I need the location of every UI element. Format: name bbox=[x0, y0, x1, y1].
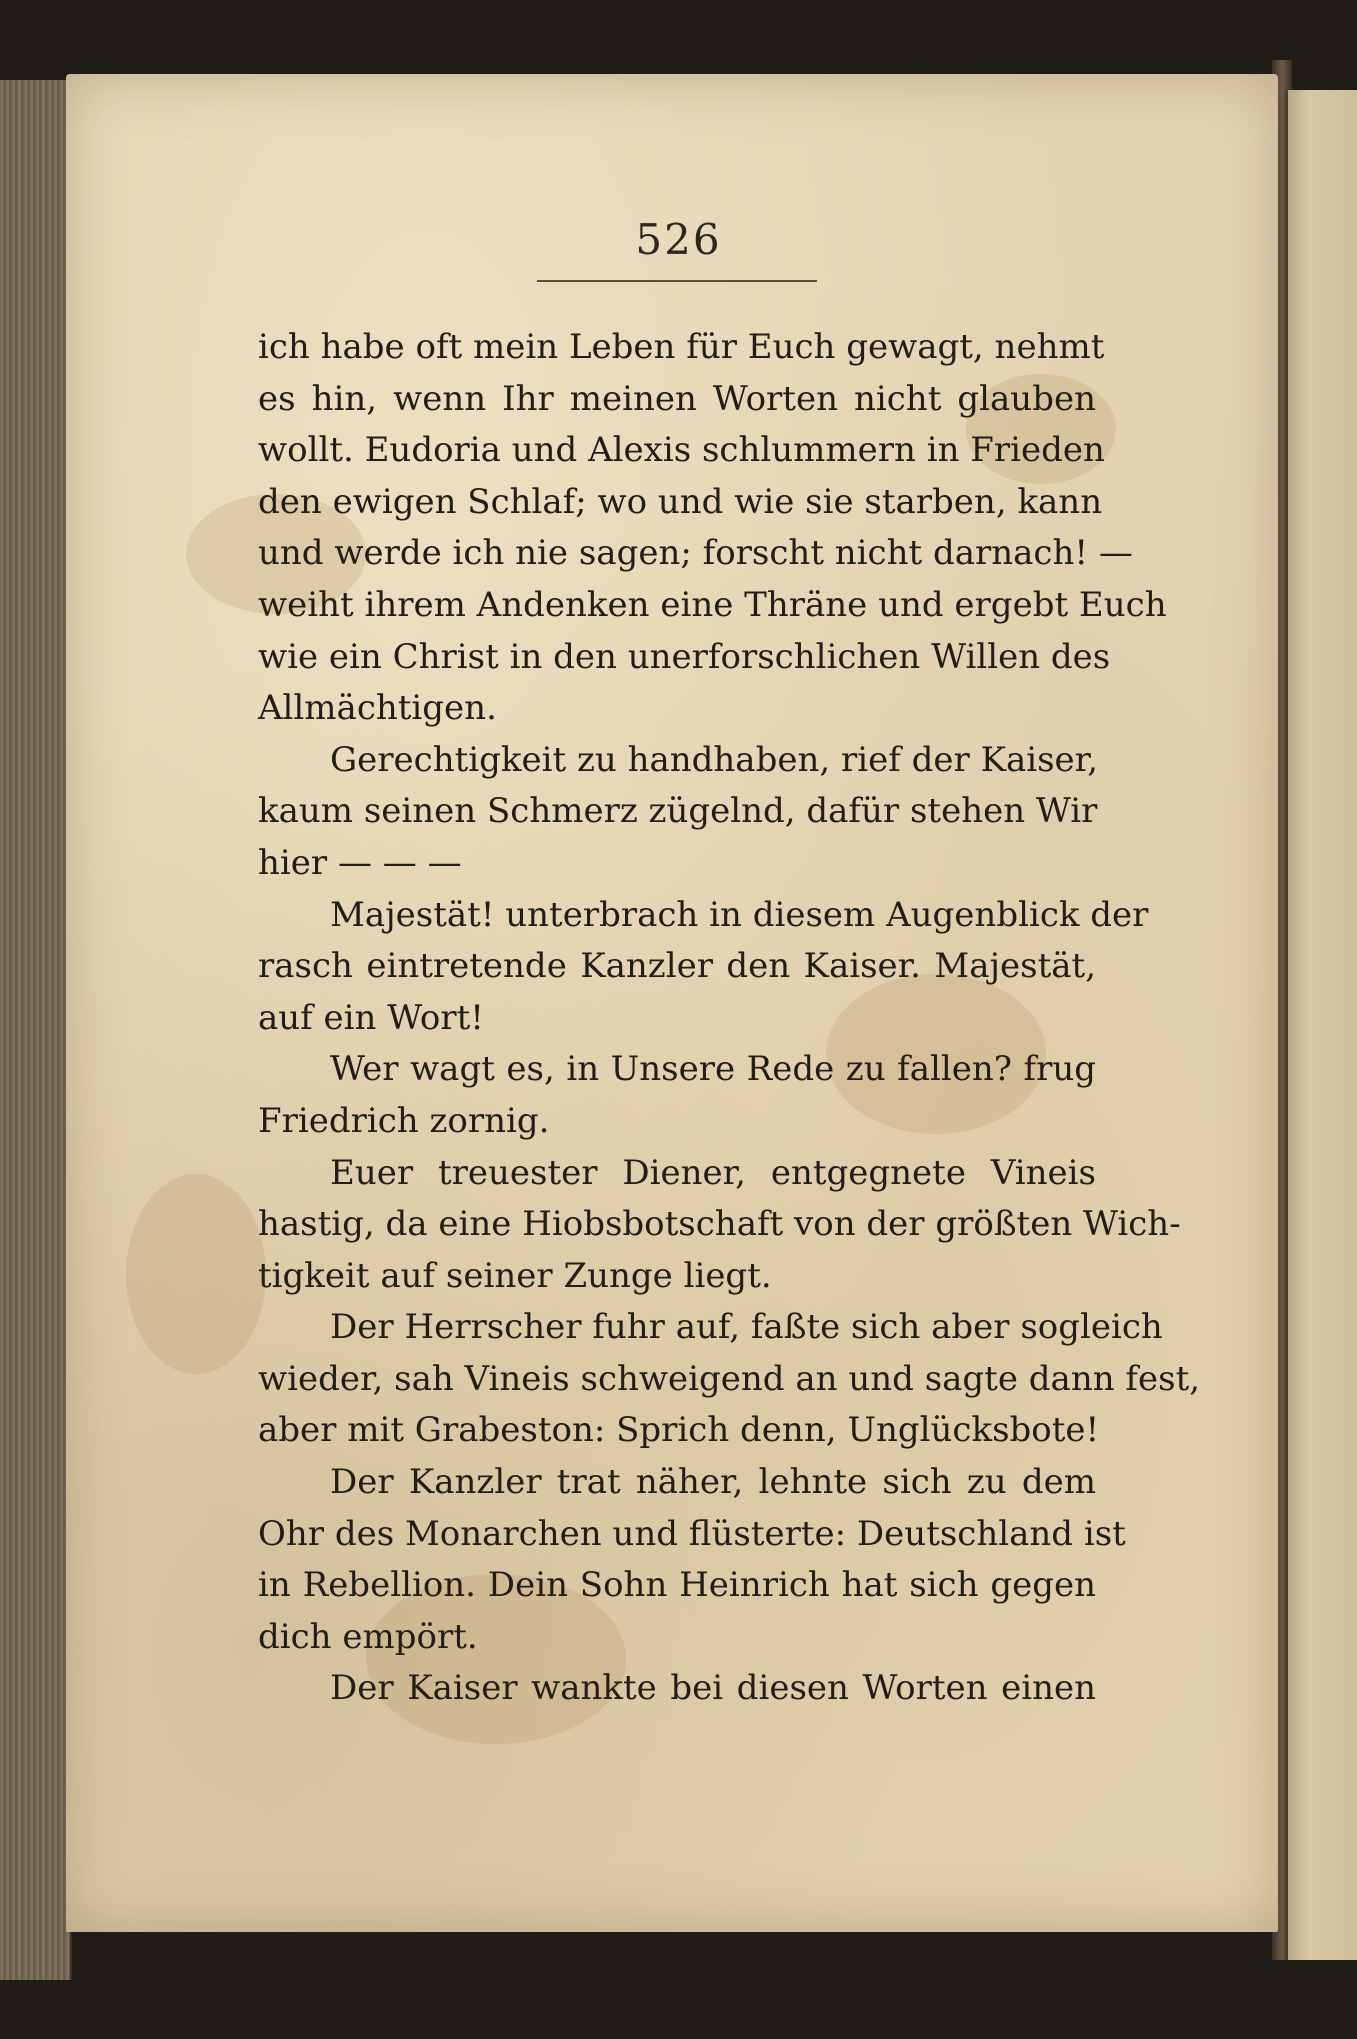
foxing-stain bbox=[126, 1174, 266, 1374]
text-line: tigkeit auf seiner Zunge liegt. bbox=[258, 1255, 772, 1296]
text-line: Der Kaiser wankte bei diesen Worten einen bbox=[330, 1668, 1096, 1709]
text-line: Allmächtigen. bbox=[258, 688, 497, 729]
text-line: rasch eintretende Kanzler den Kaiser. Majestät, bbox=[258, 946, 1096, 987]
text-line: Ohr des Monarchen und flüsterte: Deutschland ist bbox=[258, 1513, 1126, 1554]
header-rule bbox=[537, 280, 817, 282]
text-line: es hin, wenn Ihr meinen Worten nicht glauben bbox=[258, 378, 1096, 419]
text-line: hastig, da eine Hiobsbotschaft von der größten Wich- bbox=[258, 1204, 1181, 1245]
body-text bbox=[258, 322, 1201, 1715]
text-line: Gerechtigkeit zu handhaben, rief der Kaiser, bbox=[330, 739, 1099, 780]
page-number: 526 bbox=[635, 215, 722, 264]
text-line: wollt. Eudoria und Alexis schlummern in Frieden bbox=[258, 430, 1105, 471]
text-line: und werde ich nie sagen; forscht nicht darnach! — bbox=[258, 533, 1133, 574]
text-line: hier — — — bbox=[258, 842, 462, 883]
text-line: Majestät! unterbrach in diesem Augenblick der bbox=[330, 894, 1149, 935]
text-line: kaum seinen Schmerz zügelnd, dafür stehen Wir bbox=[258, 791, 1098, 832]
text-line: in Rebellion. Dein Sohn Heinrich hat sich gegen bbox=[258, 1565, 1096, 1606]
book-page-edges bbox=[0, 80, 72, 1980]
text-line: den ewigen Schlaf; wo und wie sie starben, kann bbox=[258, 481, 1103, 522]
text-line: Der Kanzler trat näher, lehnte sich zu dem bbox=[330, 1462, 1096, 1503]
text-line: ich habe oft mein Leben für Euch gewagt, nehmt bbox=[258, 327, 1105, 367]
text-line: Friedrich zornig. bbox=[258, 1100, 550, 1141]
text-line: auf ein Wort! bbox=[258, 997, 484, 1038]
text-line: weiht ihrem Andenken eine Thräne und ergebt Euch bbox=[258, 584, 1167, 625]
text-line: Der Herrscher fuhr auf, faßte sich aber sogleich bbox=[330, 1307, 1163, 1348]
facing-page-edge bbox=[1285, 90, 1357, 1960]
text-line: wieder, sah Vineis schweigend an und sagte dann fest, bbox=[258, 1358, 1201, 1399]
text-line: aber mit Grabeston: Sprich denn, Unglücksbote! bbox=[258, 1410, 1100, 1451]
text-line: Wer wagt es, in Unsere Rede zu fallen? frug bbox=[330, 1049, 1096, 1090]
text-line: dich empört. bbox=[258, 1616, 478, 1657]
text-line: Euer treuester Diener, entgegnete Vineis bbox=[330, 1152, 1096, 1193]
text-line: wie ein Christ in den unerforschlichen Willen des bbox=[258, 636, 1111, 677]
